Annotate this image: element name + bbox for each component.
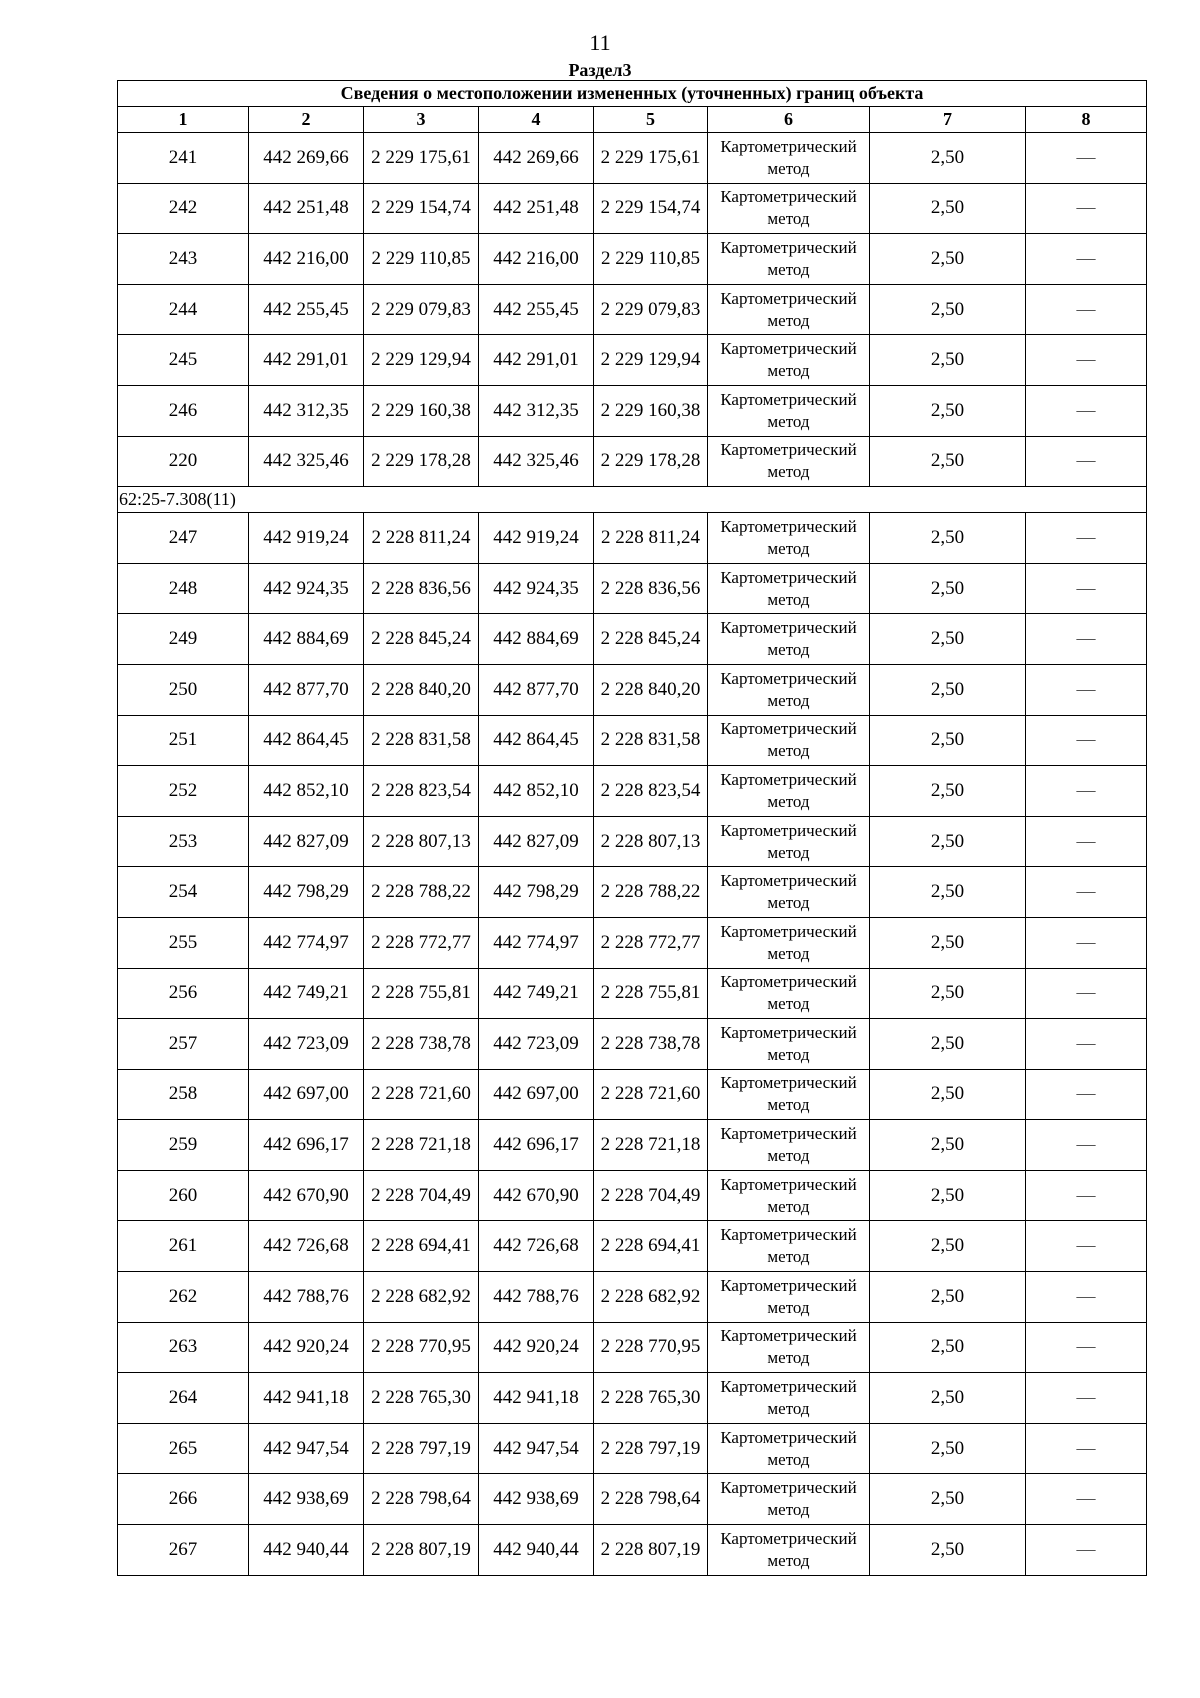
boundary-coordinates-table xyxy=(117,80,1147,1576)
method-cell: Картометрический метод xyxy=(708,1221,870,1272)
point-number-cell: 246 xyxy=(118,385,249,436)
x-new-cell: 442 216,00 xyxy=(479,234,594,285)
x-old-cell: 442 798,29 xyxy=(249,867,364,918)
method-cell: Картометрический метод xyxy=(708,284,870,335)
x-old-cell: 442 827,09 xyxy=(249,816,364,867)
x-old-cell: 442 670,90 xyxy=(249,1170,364,1221)
x-old-cell: 442 941,18 xyxy=(249,1373,364,1424)
x-new-cell: 442 940,44 xyxy=(479,1525,594,1576)
description-cell: — xyxy=(1026,766,1147,817)
y-new-cell: 2 228 721,18 xyxy=(594,1120,708,1171)
accuracy-cell: 2,50 xyxy=(870,436,1026,487)
table-row xyxy=(118,664,1147,715)
accuracy-cell: 2,50 xyxy=(870,1069,1026,1120)
x-old-cell: 442 726,68 xyxy=(249,1221,364,1272)
x-new-cell: 442 864,45 xyxy=(479,715,594,766)
y-new-cell: 2 228 694,41 xyxy=(594,1221,708,1272)
y-old-cell: 2 228 770,95 xyxy=(364,1322,479,1373)
y-old-cell: 2 228 807,19 xyxy=(364,1525,479,1576)
table-row xyxy=(118,1069,1147,1120)
point-number-cell: 262 xyxy=(118,1272,249,1323)
y-new-cell: 2 229 178,28 xyxy=(594,436,708,487)
point-number-cell: 254 xyxy=(118,867,249,918)
y-new-cell: 2 228 772,77 xyxy=(594,917,708,968)
x-new-cell: 442 726,68 xyxy=(479,1221,594,1272)
y-new-cell: 2 229 175,61 xyxy=(594,133,708,184)
x-new-cell: 442 291,01 xyxy=(479,335,594,386)
table-row xyxy=(118,1170,1147,1221)
column-header: 6 xyxy=(708,107,870,133)
y-old-cell: 2 228 811,24 xyxy=(364,513,479,564)
table-row xyxy=(118,1373,1147,1424)
accuracy-cell: 2,50 xyxy=(870,1120,1026,1171)
y-new-cell: 2 229 110,85 xyxy=(594,234,708,285)
description-cell: — xyxy=(1026,917,1147,968)
x-new-cell: 442 255,45 xyxy=(479,284,594,335)
y-new-cell: 2 228 765,30 xyxy=(594,1373,708,1424)
method-cell: Картометрический метод xyxy=(708,513,870,564)
description-cell: — xyxy=(1026,284,1147,335)
y-new-cell: 2 228 738,78 xyxy=(594,1019,708,1070)
table-row xyxy=(118,513,1147,564)
x-new-cell: 442 697,00 xyxy=(479,1069,594,1120)
description-cell: — xyxy=(1026,867,1147,918)
y-old-cell: 2 228 704,49 xyxy=(364,1170,479,1221)
column-header: 7 xyxy=(870,107,1026,133)
description-cell: — xyxy=(1026,664,1147,715)
method-cell: Картометрический метод xyxy=(708,1474,870,1525)
y-new-cell: 2 229 129,94 xyxy=(594,335,708,386)
x-new-cell: 442 938,69 xyxy=(479,1474,594,1525)
description-cell: — xyxy=(1026,1525,1147,1576)
accuracy-cell: 2,50 xyxy=(870,133,1026,184)
point-number-cell: 243 xyxy=(118,234,249,285)
y-new-cell: 2 228 807,19 xyxy=(594,1525,708,1576)
y-new-cell: 2 229 079,83 xyxy=(594,284,708,335)
x-new-cell: 442 941,18 xyxy=(479,1373,594,1424)
accuracy-cell: 2,50 xyxy=(870,284,1026,335)
y-new-cell: 2 228 721,60 xyxy=(594,1069,708,1120)
point-number-cell: 250 xyxy=(118,664,249,715)
y-old-cell: 2 228 721,60 xyxy=(364,1069,479,1120)
column-header: 8 xyxy=(1026,107,1147,133)
y-old-cell: 2 228 840,20 xyxy=(364,664,479,715)
point-number-cell: 242 xyxy=(118,183,249,234)
y-new-cell: 2 228 840,20 xyxy=(594,664,708,715)
accuracy-cell: 2,50 xyxy=(870,1322,1026,1373)
y-new-cell: 2 228 770,95 xyxy=(594,1322,708,1373)
accuracy-cell: 2,50 xyxy=(870,1474,1026,1525)
method-cell: Картометрический метод xyxy=(708,385,870,436)
x-old-cell: 442 864,45 xyxy=(249,715,364,766)
point-number-cell: 249 xyxy=(118,614,249,665)
x-old-cell: 442 774,97 xyxy=(249,917,364,968)
point-number-cell: 257 xyxy=(118,1019,249,1070)
x-old-cell: 442 291,01 xyxy=(249,335,364,386)
y-old-cell: 2 229 160,38 xyxy=(364,385,479,436)
table-row xyxy=(118,1019,1147,1070)
method-cell: Картометрический метод xyxy=(708,1019,870,1070)
x-new-cell: 442 798,29 xyxy=(479,867,594,918)
point-number-cell: 220 xyxy=(118,436,249,487)
y-old-cell: 2 229 129,94 xyxy=(364,335,479,386)
x-new-cell: 442 924,35 xyxy=(479,563,594,614)
y-old-cell: 2 229 154,74 xyxy=(364,183,479,234)
description-cell: — xyxy=(1026,1474,1147,1525)
table-row xyxy=(118,385,1147,436)
method-cell: Картометрический метод xyxy=(708,968,870,1019)
y-old-cell: 2 228 788,22 xyxy=(364,867,479,918)
x-new-cell: 442 696,17 xyxy=(479,1120,594,1171)
method-cell: Картометрический метод xyxy=(708,614,870,665)
method-cell: Картометрический метод xyxy=(708,1525,870,1576)
accuracy-cell: 2,50 xyxy=(870,335,1026,386)
method-cell: Картометрический метод xyxy=(708,664,870,715)
description-cell: — xyxy=(1026,1322,1147,1373)
method-cell: Картометрический метод xyxy=(708,234,870,285)
table-row xyxy=(118,816,1147,867)
point-number-cell: 251 xyxy=(118,715,249,766)
point-number-cell: 266 xyxy=(118,1474,249,1525)
x-old-cell: 442 216,00 xyxy=(249,234,364,285)
y-new-cell: 2 229 154,74 xyxy=(594,183,708,234)
x-old-cell: 442 852,10 xyxy=(249,766,364,817)
x-old-cell: 442 947,54 xyxy=(249,1423,364,1474)
x-old-cell: 442 924,35 xyxy=(249,563,364,614)
x-new-cell: 442 269,66 xyxy=(479,133,594,184)
y-old-cell: 2 228 836,56 xyxy=(364,563,479,614)
point-number-cell: 260 xyxy=(118,1170,249,1221)
description-cell: — xyxy=(1026,1272,1147,1323)
x-new-cell: 442 774,97 xyxy=(479,917,594,968)
table-row xyxy=(118,715,1147,766)
y-old-cell: 2 229 110,85 xyxy=(364,234,479,285)
description-cell: — xyxy=(1026,1019,1147,1070)
x-old-cell: 442 312,35 xyxy=(249,385,364,436)
x-new-cell: 442 947,54 xyxy=(479,1423,594,1474)
table-row xyxy=(118,284,1147,335)
description-cell: — xyxy=(1026,436,1147,487)
y-old-cell: 2 228 831,58 xyxy=(364,715,479,766)
table-row xyxy=(118,1525,1147,1576)
x-new-cell: 442 251,48 xyxy=(479,183,594,234)
y-old-cell: 2 228 755,81 xyxy=(364,968,479,1019)
method-cell: Картометрический метод xyxy=(708,715,870,766)
accuracy-cell: 2,50 xyxy=(870,1525,1026,1576)
accuracy-cell: 2,50 xyxy=(870,1221,1026,1272)
description-cell: — xyxy=(1026,614,1147,665)
y-old-cell: 2 228 807,13 xyxy=(364,816,479,867)
accuracy-cell: 2,50 xyxy=(870,1272,1026,1323)
y-old-cell: 2 228 765,30 xyxy=(364,1373,479,1424)
point-number-cell: 241 xyxy=(118,133,249,184)
method-cell: Картометрический метод xyxy=(708,766,870,817)
table-row xyxy=(118,1221,1147,1272)
accuracy-cell: 2,50 xyxy=(870,1170,1026,1221)
description-cell: — xyxy=(1026,385,1147,436)
method-cell: Картометрический метод xyxy=(708,1069,870,1120)
cadastral-number-label: 62:25-7.308(11) xyxy=(118,487,1147,513)
point-number-cell: 264 xyxy=(118,1373,249,1424)
y-new-cell: 2 228 807,13 xyxy=(594,816,708,867)
table-row xyxy=(118,1322,1147,1373)
y-old-cell: 2 229 178,28 xyxy=(364,436,479,487)
method-cell: Картометрический метод xyxy=(708,1423,870,1474)
description-cell: — xyxy=(1026,133,1147,184)
y-old-cell: 2 228 721,18 xyxy=(364,1120,479,1171)
accuracy-cell: 2,50 xyxy=(870,816,1026,867)
y-new-cell: 2 228 836,56 xyxy=(594,563,708,614)
x-new-cell: 442 723,09 xyxy=(479,1019,594,1070)
point-number-cell: 263 xyxy=(118,1322,249,1373)
method-cell: Картометрический метод xyxy=(708,335,870,386)
x-new-cell: 442 749,21 xyxy=(479,968,594,1019)
y-new-cell: 2 228 788,22 xyxy=(594,867,708,918)
y-old-cell: 2 228 845,24 xyxy=(364,614,479,665)
description-cell: — xyxy=(1026,335,1147,386)
table-body xyxy=(118,133,1147,1576)
x-new-cell: 442 852,10 xyxy=(479,766,594,817)
point-number-cell: 252 xyxy=(118,766,249,817)
point-number-cell: 265 xyxy=(118,1423,249,1474)
point-number-cell: 267 xyxy=(118,1525,249,1576)
x-old-cell: 442 919,24 xyxy=(249,513,364,564)
column-header: 1 xyxy=(118,107,249,133)
table-row xyxy=(118,867,1147,918)
y-old-cell: 2 228 797,19 xyxy=(364,1423,479,1474)
point-number-cell: 259 xyxy=(118,1120,249,1171)
y-old-cell: 2 228 823,54 xyxy=(364,766,479,817)
point-number-cell: 244 xyxy=(118,284,249,335)
description-cell: — xyxy=(1026,183,1147,234)
description-cell: — xyxy=(1026,816,1147,867)
description-cell: — xyxy=(1026,715,1147,766)
y-old-cell: 2 229 079,83 xyxy=(364,284,479,335)
table-row xyxy=(118,234,1147,285)
x-new-cell: 442 884,69 xyxy=(479,614,594,665)
group-row xyxy=(118,487,1147,513)
point-number-cell: 256 xyxy=(118,968,249,1019)
point-number-cell: 245 xyxy=(118,335,249,386)
description-cell: — xyxy=(1026,1170,1147,1221)
point-number-cell: 248 xyxy=(118,563,249,614)
table-row xyxy=(118,968,1147,1019)
y-new-cell: 2 228 811,24 xyxy=(594,513,708,564)
description-cell: — xyxy=(1026,513,1147,564)
table-row xyxy=(118,1120,1147,1171)
x-old-cell: 442 920,24 xyxy=(249,1322,364,1373)
y-old-cell: 2 228 772,77 xyxy=(364,917,479,968)
table-row xyxy=(118,335,1147,386)
point-number-cell: 247 xyxy=(118,513,249,564)
method-cell: Картометрический метод xyxy=(708,183,870,234)
y-new-cell: 2 228 797,19 xyxy=(594,1423,708,1474)
y-old-cell: 2 228 798,64 xyxy=(364,1474,479,1525)
point-number-cell: 261 xyxy=(118,1221,249,1272)
y-new-cell: 2 228 798,64 xyxy=(594,1474,708,1525)
x-old-cell: 442 723,09 xyxy=(249,1019,364,1070)
y-new-cell: 2 228 823,54 xyxy=(594,766,708,817)
x-new-cell: 442 325,46 xyxy=(479,436,594,487)
column-header-row xyxy=(118,107,1147,133)
x-old-cell: 442 884,69 xyxy=(249,614,364,665)
description-cell: — xyxy=(1026,563,1147,614)
method-cell: Картометрический метод xyxy=(708,917,870,968)
x-old-cell: 442 938,69 xyxy=(249,1474,364,1525)
y-old-cell: 2 229 175,61 xyxy=(364,133,479,184)
x-old-cell: 442 251,48 xyxy=(249,183,364,234)
accuracy-cell: 2,50 xyxy=(870,917,1026,968)
accuracy-cell: 2,50 xyxy=(870,563,1026,614)
accuracy-cell: 2,50 xyxy=(870,513,1026,564)
table-row xyxy=(118,1423,1147,1474)
accuracy-cell: 2,50 xyxy=(870,234,1026,285)
description-cell: — xyxy=(1026,1373,1147,1424)
column-header: 4 xyxy=(479,107,594,133)
accuracy-cell: 2,50 xyxy=(870,1019,1026,1070)
point-number-cell: 258 xyxy=(118,1069,249,1120)
table-row xyxy=(118,183,1147,234)
accuracy-cell: 2,50 xyxy=(870,385,1026,436)
method-cell: Картометрический метод xyxy=(708,867,870,918)
method-cell: Картометрический метод xyxy=(708,1272,870,1323)
y-new-cell: 2 228 682,92 xyxy=(594,1272,708,1323)
method-cell: Картометрический метод xyxy=(708,1322,870,1373)
description-cell: — xyxy=(1026,1120,1147,1171)
description-cell: — xyxy=(1026,234,1147,285)
x-new-cell: 442 827,09 xyxy=(479,816,594,867)
x-old-cell: 442 269,66 xyxy=(249,133,364,184)
x-old-cell: 442 255,45 xyxy=(249,284,364,335)
table-row xyxy=(118,766,1147,817)
table-row xyxy=(118,917,1147,968)
x-new-cell: 442 919,24 xyxy=(479,513,594,564)
method-cell: Картометрический метод xyxy=(708,1170,870,1221)
description-cell: — xyxy=(1026,968,1147,1019)
column-header: 5 xyxy=(594,107,708,133)
y-new-cell: 2 229 160,38 xyxy=(594,385,708,436)
table-row xyxy=(118,436,1147,487)
y-old-cell: 2 228 738,78 xyxy=(364,1019,479,1070)
x-old-cell: 442 749,21 xyxy=(249,968,364,1019)
x-old-cell: 442 697,00 xyxy=(249,1069,364,1120)
table-row xyxy=(118,1474,1147,1525)
section-title: Раздел3 xyxy=(568,60,632,80)
x-new-cell: 442 877,70 xyxy=(479,664,594,715)
x-old-cell: 442 696,17 xyxy=(249,1120,364,1171)
point-number-cell: 255 xyxy=(118,917,249,968)
accuracy-cell: 2,50 xyxy=(870,614,1026,665)
x-old-cell: 442 940,44 xyxy=(249,1525,364,1576)
description-cell: — xyxy=(1026,1221,1147,1272)
column-header: 3 xyxy=(364,107,479,133)
column-header: 2 xyxy=(249,107,364,133)
table-row xyxy=(118,1272,1147,1323)
accuracy-cell: 2,50 xyxy=(870,715,1026,766)
y-new-cell: 2 228 845,24 xyxy=(594,614,708,665)
x-new-cell: 442 920,24 xyxy=(479,1322,594,1373)
x-new-cell: 442 670,90 xyxy=(479,1170,594,1221)
method-cell: Картометрический метод xyxy=(708,563,870,614)
table-row xyxy=(118,563,1147,614)
accuracy-cell: 2,50 xyxy=(870,968,1026,1019)
accuracy-cell: 2,50 xyxy=(870,183,1026,234)
y-new-cell: 2 228 831,58 xyxy=(594,715,708,766)
accuracy-cell: 2,50 xyxy=(870,766,1026,817)
accuracy-cell: 2,50 xyxy=(870,1423,1026,1474)
accuracy-cell: 2,50 xyxy=(870,664,1026,715)
accuracy-cell: 2,50 xyxy=(870,1373,1026,1424)
y-new-cell: 2 228 755,81 xyxy=(594,968,708,1019)
x-old-cell: 442 788,76 xyxy=(249,1272,364,1323)
point-number-cell: 253 xyxy=(118,816,249,867)
y-new-cell: 2 228 704,49 xyxy=(594,1170,708,1221)
x-new-cell: 442 312,35 xyxy=(479,385,594,436)
x-new-cell: 442 788,76 xyxy=(479,1272,594,1323)
table-row xyxy=(118,614,1147,665)
method-cell: Картометрический метод xyxy=(708,1120,870,1171)
method-cell: Картометрический метод xyxy=(708,816,870,867)
method-cell: Картометрический метод xyxy=(708,133,870,184)
method-cell: Картометрический метод xyxy=(708,1373,870,1424)
x-old-cell: 442 877,70 xyxy=(249,664,364,715)
description-cell: — xyxy=(1026,1069,1147,1120)
table-caption: Сведения о местоположении измененных (уточненных) границ объекта xyxy=(118,81,1147,107)
table-row xyxy=(118,133,1147,184)
y-old-cell: 2 228 694,41 xyxy=(364,1221,479,1272)
description-cell: — xyxy=(1026,1423,1147,1474)
page-number: 11 xyxy=(589,30,611,55)
y-old-cell: 2 228 682,92 xyxy=(364,1272,479,1323)
x-old-cell: 442 325,46 xyxy=(249,436,364,487)
accuracy-cell: 2,50 xyxy=(870,867,1026,918)
method-cell: Картометрический метод xyxy=(708,436,870,487)
